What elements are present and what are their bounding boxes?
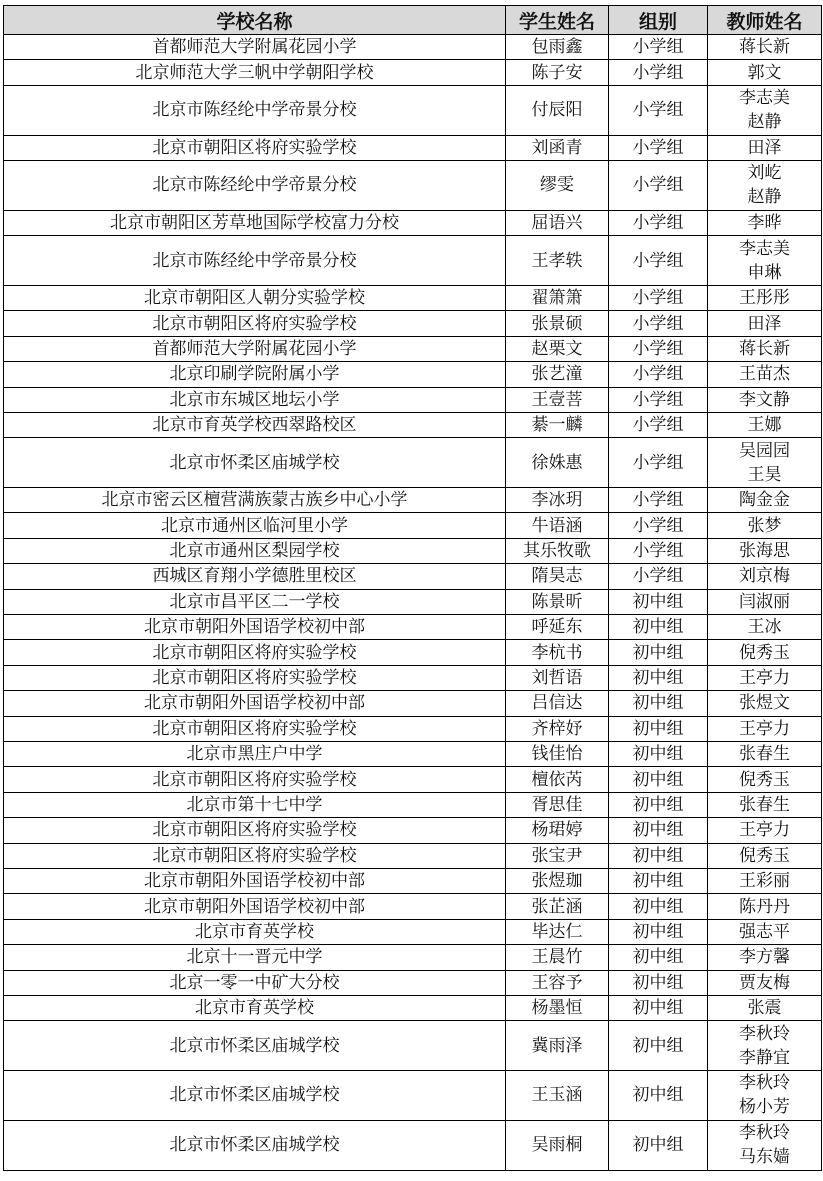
teacher-name: 蒋长新	[739, 37, 790, 58]
school-cell: 北京市朝阳区将府实验学校	[4, 665, 506, 690]
teacher-name: 赵静	[747, 112, 782, 133]
teacher-cell	[708, 412, 822, 437]
table-row	[4, 665, 822, 690]
school-cell: 北京市怀柔区庙城学校	[4, 1071, 506, 1121]
table-row	[4, 1021, 822, 1071]
teacher-cell	[708, 387, 822, 412]
group-cell: 小学组	[609, 135, 708, 160]
group-cell: 初中组	[609, 691, 708, 716]
teacher-cell	[708, 767, 822, 792]
teacher-name: 田泽	[747, 313, 782, 334]
student-cell: 王壹菩	[506, 387, 609, 412]
teacher-name: 闫淑丽	[739, 591, 790, 612]
header-group: 组别	[609, 6, 708, 35]
table-row	[4, 589, 822, 614]
group-cell: 小学组	[609, 60, 708, 85]
student-cell: 张景硕	[506, 311, 609, 336]
table-row	[4, 160, 822, 210]
group-cell: 初中组	[609, 742, 708, 767]
teacher-name: 张煜文	[739, 693, 790, 714]
student-cell: 翟箫箫	[506, 285, 609, 310]
group-cell: 初中组	[609, 894, 708, 919]
teacher-cell	[708, 135, 822, 160]
table-row	[4, 412, 822, 437]
table-row	[4, 716, 822, 741]
school-cell: 北京市陈经纶中学帝景分校	[4, 236, 506, 286]
table-row	[4, 843, 822, 868]
teacher-name: 李秋玲	[739, 1123, 790, 1144]
student-cell: 张煜珈	[506, 868, 609, 893]
group-cell: 小学组	[609, 362, 708, 387]
teacher-name: 王冰	[747, 617, 782, 638]
school-cell: 北京市黑庄户中学	[4, 742, 506, 767]
teacher-name: 田泽	[747, 137, 782, 158]
teacher-cell	[708, 1120, 822, 1170]
student-cell: 毕达仁	[506, 919, 609, 944]
student-cell: 其乐牧歌	[506, 538, 609, 563]
group-cell: 小学组	[609, 236, 708, 286]
school-cell: 西城区育翔小学德胜里校区	[4, 564, 506, 589]
group-cell: 小学组	[609, 538, 708, 563]
group-cell: 小学组	[609, 564, 708, 589]
teacher-cell	[708, 1071, 822, 1121]
school-cell: 北京一零一中矿大分校	[4, 970, 506, 995]
student-cell: 钱佳怡	[506, 742, 609, 767]
group-cell: 初中组	[609, 919, 708, 944]
header-school: 学校名称	[4, 6, 506, 35]
school-cell: 北京师范大学三帆中学朝阳学校	[4, 60, 506, 85]
school-cell: 北京市怀柔区庙城学校	[4, 1021, 506, 1071]
teacher-cell	[708, 970, 822, 995]
student-cell: 张艺潼	[506, 362, 609, 387]
teacher-cell	[708, 894, 822, 919]
school-cell: 北京十一晋元中学	[4, 945, 506, 970]
school-cell: 北京市朝阳区将府实验学校	[4, 640, 506, 665]
school-cell: 北京市朝阳区将府实验学校	[4, 311, 506, 336]
teacher-name: 张春生	[739, 744, 790, 765]
teacher-cell	[708, 236, 822, 286]
table-row	[4, 85, 822, 135]
teacher-name: 李方馨	[739, 947, 790, 968]
group-cell: 初中组	[609, 1071, 708, 1121]
school-cell: 北京市朝阳外国语学校初中部	[4, 894, 506, 919]
student-cell: 付辰阳	[506, 85, 609, 135]
header-student: 学生姓名	[506, 6, 609, 35]
teacher-name: 吴园园	[739, 440, 790, 461]
student-cell: 王孝轶	[506, 236, 609, 286]
school-cell: 北京市育英学校西翠路校区	[4, 412, 506, 437]
teacher-cell	[708, 285, 822, 310]
teacher-cell	[708, 945, 822, 970]
table-row	[4, 35, 822, 60]
group-cell: 小学组	[609, 336, 708, 361]
student-cell: 吴雨桐	[506, 1120, 609, 1170]
group-cell: 初中组	[609, 716, 708, 741]
group-cell: 初中组	[609, 945, 708, 970]
student-cell: 綦一麟	[506, 412, 609, 437]
teacher-name: 陈丹丹	[739, 896, 790, 917]
teacher-name: 贾友梅	[739, 972, 790, 993]
student-cell: 徐姝惠	[506, 438, 609, 488]
school-cell: 北京市怀柔区庙城学校	[4, 1120, 506, 1170]
teacher-name: 王昊	[747, 464, 782, 485]
group-cell: 小学组	[609, 160, 708, 210]
school-cell: 北京市陈经纶中学帝景分校	[4, 85, 506, 135]
table-row	[4, 311, 822, 336]
teacher-name: 郭文	[747, 62, 782, 83]
group-cell: 初中组	[609, 995, 708, 1020]
teacher-cell	[708, 716, 822, 741]
table-row	[4, 60, 822, 85]
school-cell: 首都师范大学附属花园小学	[4, 35, 506, 60]
group-cell: 小学组	[609, 412, 708, 437]
teacher-cell	[708, 691, 822, 716]
school-cell: 北京市朝阳区将府实验学校	[4, 818, 506, 843]
teacher-name: 王亭力	[739, 668, 790, 689]
teacher-cell	[708, 438, 822, 488]
teacher-cell	[708, 665, 822, 690]
group-cell: 初中组	[609, 818, 708, 843]
teacher-cell	[708, 640, 822, 665]
teacher-cell	[708, 589, 822, 614]
teacher-name: 李文静	[739, 389, 790, 410]
student-cell: 牛语涵	[506, 513, 609, 538]
school-cell: 北京印刷学院附属小学	[4, 362, 506, 387]
header-row	[4, 6, 822, 35]
teacher-cell	[708, 538, 822, 563]
group-cell: 初中组	[609, 843, 708, 868]
student-cell: 屈语兴	[506, 210, 609, 235]
teacher-name: 张梦	[747, 515, 782, 536]
teacher-name: 刘屹	[747, 163, 782, 184]
teacher-name: 王亭力	[739, 718, 790, 739]
student-cell: 王容予	[506, 970, 609, 995]
table-row	[4, 362, 822, 387]
teacher-name: 刘京梅	[739, 566, 790, 587]
table-row	[4, 868, 822, 893]
student-cell: 李冰玥	[506, 488, 609, 513]
student-cell: 刘哲语	[506, 665, 609, 690]
student-cell: 檀依芮	[506, 767, 609, 792]
header-teacher: 教师姓名	[708, 6, 822, 35]
table-row	[4, 1120, 822, 1170]
table-row	[4, 336, 822, 361]
school-cell: 北京市育英学校	[4, 919, 506, 944]
student-cell: 刘函青	[506, 135, 609, 160]
table-row	[4, 564, 822, 589]
group-cell: 小学组	[609, 85, 708, 135]
table-row	[4, 894, 822, 919]
table-row	[4, 640, 822, 665]
student-cell: 杨墨恒	[506, 995, 609, 1020]
group-cell: 小学组	[609, 35, 708, 60]
group-cell: 初中组	[609, 1120, 708, 1170]
group-cell: 初中组	[609, 792, 708, 817]
teacher-cell	[708, 1021, 822, 1071]
teacher-cell	[708, 85, 822, 135]
student-cell: 包雨鑫	[506, 35, 609, 60]
table-row	[4, 210, 822, 235]
group-cell: 小学组	[609, 210, 708, 235]
teacher-cell	[708, 564, 822, 589]
group-cell: 小学组	[609, 311, 708, 336]
group-cell: 小学组	[609, 387, 708, 412]
student-cell: 王玉涵	[506, 1071, 609, 1121]
student-cell: 张宝尹	[506, 843, 609, 868]
school-cell: 北京市通州区梨园学校	[4, 538, 506, 563]
table-body	[4, 35, 822, 1171]
school-cell: 北京市朝阳外国语学校初中部	[4, 615, 506, 640]
teacher-name: 李志美	[739, 238, 790, 259]
student-cell: 陈子安	[506, 60, 609, 85]
teacher-name: 李志美	[739, 88, 790, 109]
table-row	[4, 1071, 822, 1121]
table-row	[4, 236, 822, 286]
group-cell: 初中组	[609, 1021, 708, 1071]
school-cell: 首都师范大学附属花园小学	[4, 336, 506, 361]
student-cell: 吕信达	[506, 691, 609, 716]
teacher-name: 王亭力	[739, 820, 790, 841]
group-cell: 初中组	[609, 868, 708, 893]
teacher-cell	[708, 35, 822, 60]
teacher-name: 倪秀玉	[739, 845, 790, 866]
student-cell: 胥思佳	[506, 792, 609, 817]
teacher-cell	[708, 362, 822, 387]
teacher-cell	[708, 311, 822, 336]
table-row	[4, 919, 822, 944]
group-cell: 初中组	[609, 640, 708, 665]
teacher-name: 王彤彤	[739, 288, 790, 309]
table-row	[4, 615, 822, 640]
table-row	[4, 792, 822, 817]
school-cell: 北京市陈经纶中学帝景分校	[4, 160, 506, 210]
school-cell: 北京市怀柔区庙城学校	[4, 438, 506, 488]
group-cell: 小学组	[609, 438, 708, 488]
teacher-cell	[708, 919, 822, 944]
table-row	[4, 488, 822, 513]
table-row	[4, 970, 822, 995]
student-cell: 张芷涵	[506, 894, 609, 919]
school-cell: 北京市朝阳区人朝分实验学校	[4, 285, 506, 310]
school-cell: 北京市通州区临河里小学	[4, 513, 506, 538]
teacher-name: 李秋玲	[739, 1023, 790, 1044]
teacher-name: 张震	[747, 998, 782, 1019]
group-cell: 小学组	[609, 285, 708, 310]
student-cell: 缪雯	[506, 160, 609, 210]
teacher-name: 王彩丽	[739, 871, 790, 892]
group-cell: 初中组	[609, 615, 708, 640]
table-row	[4, 945, 822, 970]
group-cell: 初中组	[609, 665, 708, 690]
group-cell: 初中组	[609, 767, 708, 792]
school-cell: 北京市密云区檀营满族蒙古族乡中心小学	[4, 488, 506, 513]
teacher-name: 倪秀玉	[739, 769, 790, 790]
school-cell: 北京市朝阳区芳草地国际学校富力分校	[4, 210, 506, 235]
teacher-cell	[708, 210, 822, 235]
teacher-cell	[708, 336, 822, 361]
teacher-cell	[708, 60, 822, 85]
teacher-name: 李晔	[747, 212, 782, 233]
teacher-cell	[708, 615, 822, 640]
school-cell: 北京市朝阳区将府实验学校	[4, 716, 506, 741]
teacher-name: 张春生	[739, 794, 790, 815]
school-cell: 北京市朝阳区将府实验学校	[4, 843, 506, 868]
teacher-name: 申琳	[747, 262, 782, 283]
table-row	[4, 538, 822, 563]
table-row	[4, 767, 822, 792]
table-row	[4, 438, 822, 488]
group-cell: 小学组	[609, 488, 708, 513]
award-table	[3, 5, 822, 1171]
student-cell: 隋昊志	[506, 564, 609, 589]
teacher-name: 王苗杰	[739, 364, 790, 385]
table-row	[4, 691, 822, 716]
school-cell: 北京市育英学校	[4, 995, 506, 1020]
teacher-name: 强志平	[739, 921, 790, 942]
student-cell: 李杭书	[506, 640, 609, 665]
table-row	[4, 995, 822, 1020]
student-cell: 呼延东	[506, 615, 609, 640]
student-cell: 陈景昕	[506, 589, 609, 614]
teacher-cell	[708, 868, 822, 893]
teacher-name: 杨小芳	[739, 1097, 790, 1118]
teacher-name: 蒋长新	[739, 338, 790, 359]
student-cell: 齐梓妤	[506, 716, 609, 741]
teacher-cell	[708, 995, 822, 1020]
table-row	[4, 135, 822, 160]
table-row	[4, 742, 822, 767]
school-cell: 北京市朝阳外国语学校初中部	[4, 868, 506, 893]
table-row	[4, 513, 822, 538]
teacher-cell	[708, 488, 822, 513]
student-cell: 杨珺婷	[506, 818, 609, 843]
teacher-cell	[708, 160, 822, 210]
teacher-name: 张海思	[739, 541, 790, 562]
teacher-name: 赵静	[747, 187, 782, 208]
school-cell: 北京市朝阳区将府实验学校	[4, 135, 506, 160]
table-row	[4, 387, 822, 412]
table-header	[4, 6, 822, 35]
school-cell: 北京市朝阳外国语学校初中部	[4, 691, 506, 716]
teacher-name: 倪秀玉	[739, 642, 790, 663]
student-cell: 冀雨泽	[506, 1021, 609, 1071]
teacher-cell	[708, 513, 822, 538]
school-cell: 北京市朝阳区将府实验学校	[4, 767, 506, 792]
table-row	[4, 285, 822, 310]
school-cell: 北京市第十七中学	[4, 792, 506, 817]
teacher-name: 马东嫱	[739, 1147, 790, 1168]
teacher-cell	[708, 742, 822, 767]
school-cell: 北京市东城区地坛小学	[4, 387, 506, 412]
teacher-cell	[708, 843, 822, 868]
teacher-name: 王娜	[747, 415, 782, 436]
group-cell: 初中组	[609, 970, 708, 995]
teacher-name: 陶金金	[739, 490, 790, 511]
teacher-cell	[708, 818, 822, 843]
group-cell: 小学组	[609, 513, 708, 538]
student-cell: 王晨竹	[506, 945, 609, 970]
school-cell: 北京市昌平区二一学校	[4, 589, 506, 614]
teacher-name: 李静宜	[739, 1047, 790, 1068]
student-cell: 赵栗文	[506, 336, 609, 361]
teacher-cell	[708, 792, 822, 817]
table-row	[4, 818, 822, 843]
group-cell: 初中组	[609, 589, 708, 614]
teacher-name: 李秋玲	[739, 1073, 790, 1094]
